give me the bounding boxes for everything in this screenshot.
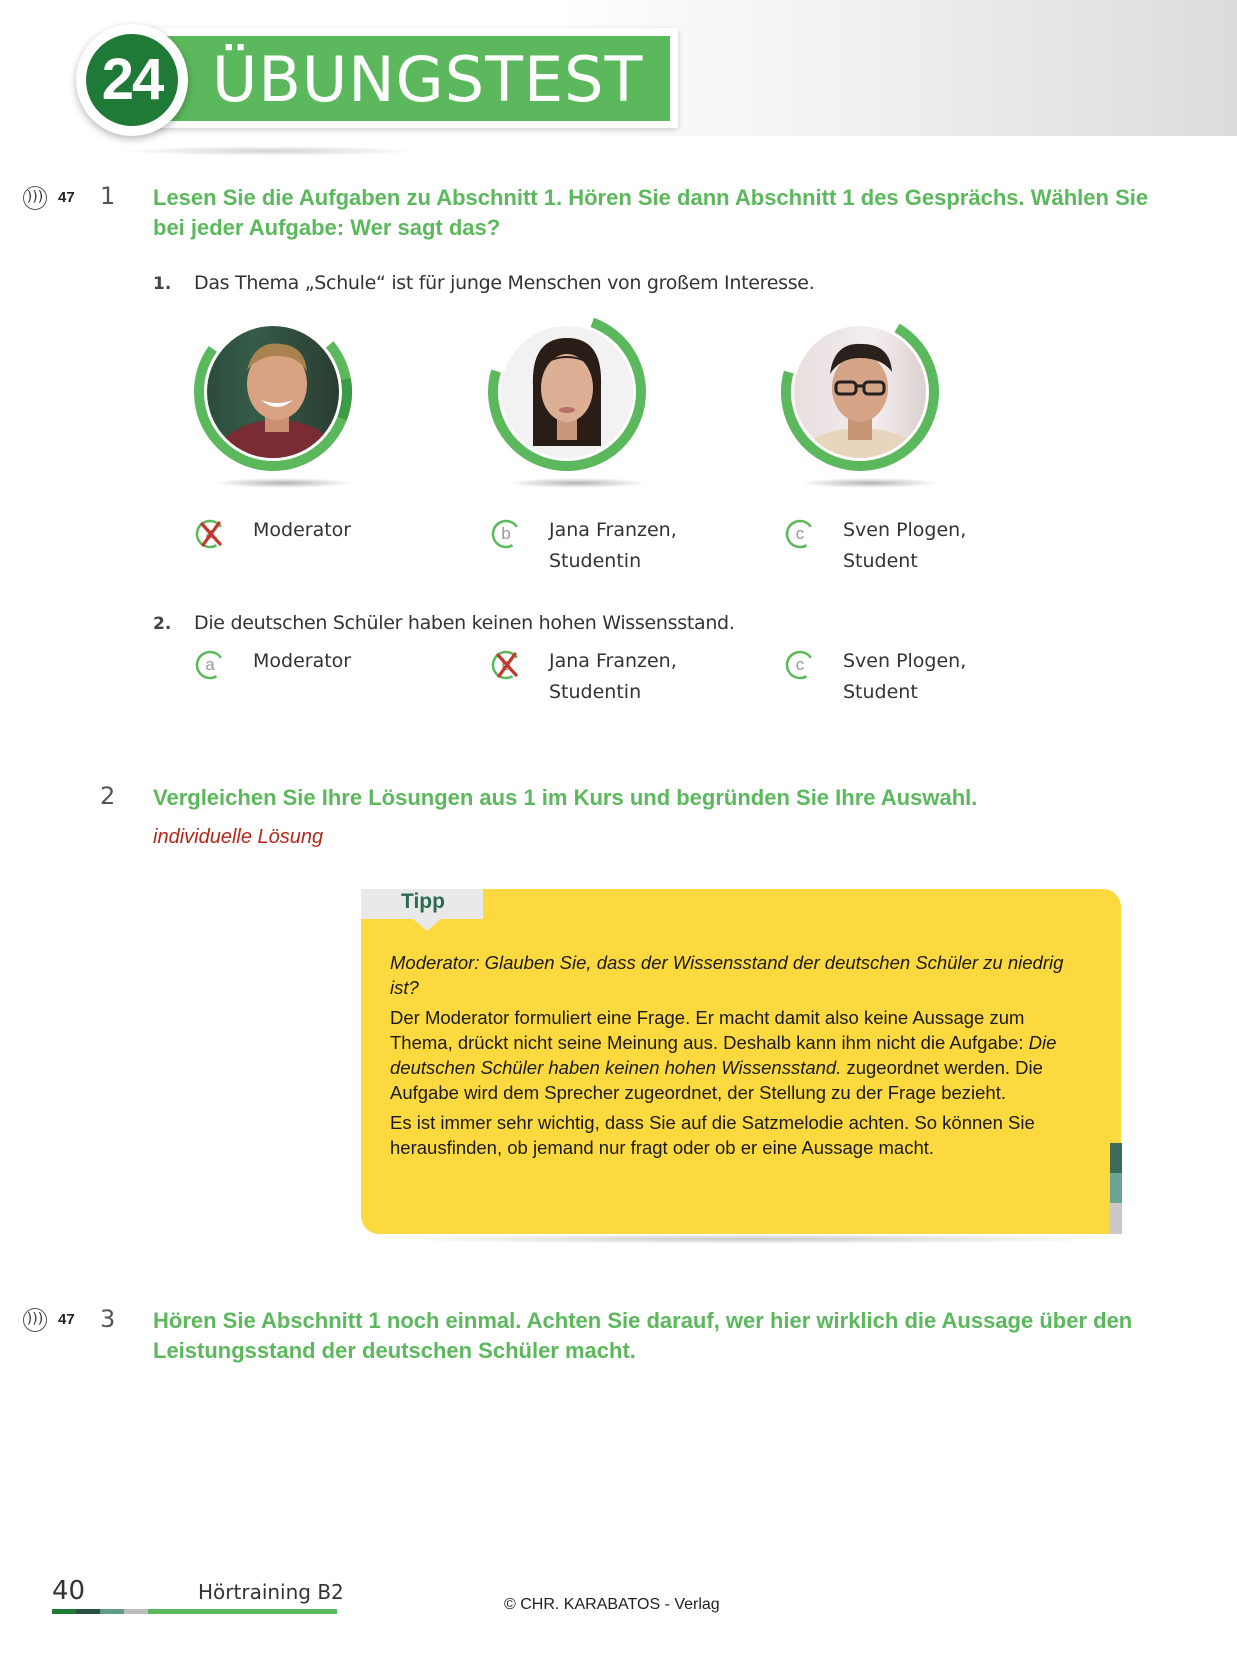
tip-text-italic: Die deutschen Schüler haben keinen hohen Wissensstand. — [390, 1032, 1057, 1078]
page-number: 40 — [52, 1576, 86, 1606]
option-letter: b — [501, 524, 511, 543]
photo-sven — [794, 326, 926, 458]
option-label: Moderator — [253, 519, 352, 541]
option-label: Sven Plogen, — [843, 650, 967, 672]
option-label: Studentin — [549, 550, 642, 572]
tip-shadow — [380, 1234, 1120, 1244]
page-title: ÜBUNGSTEST — [212, 43, 644, 116]
footer-stripe — [124, 1609, 148, 1614]
copyright: © CHR. KARABATOS - Verlag — [504, 1596, 720, 1613]
header-shadow — [120, 146, 420, 156]
photo-jana — [501, 326, 633, 458]
cross-mark-icon — [197, 520, 225, 548]
option-letter: c — [795, 524, 805, 543]
option-letter: a — [205, 655, 215, 674]
item-number: 1. — [153, 274, 172, 294]
exercise-instruction: bei jeder Aufgabe: Wer sagt das? — [153, 215, 501, 240]
option-letter: c — [795, 655, 805, 674]
exercise-instruction: Vergleichen Sie Ihre Lösungen aus 1 im Kurs und begründen Sie Ihre Auswahl. — [153, 785, 978, 810]
exercise-number: 1 — [100, 182, 116, 210]
footer-stripe — [148, 1609, 337, 1614]
item-statement: Das Thema „Schule“ ist für junge Menschen von großem Interesse. — [194, 272, 815, 294]
tip-paragraph: Es ist immer sehr wichtig, dass Sie auf die Satzmelodie achten. So können Sie herausfinden, ob jemand nur fragt oder ob er eine Aussage macht. — [390, 1112, 1035, 1158]
option-letter: a — [205, 524, 215, 543]
audio-track-number: 47 — [58, 189, 75, 206]
exercise-number: 3 — [100, 1305, 116, 1333]
tip-text: Der Moderator formuliert eine Frage. Er macht damit also keine Aussage zum Thema, drückt nicht seine Meinung aus. Deshalb kann ihm nicht die Aufgabe: — [390, 1007, 1029, 1053]
solution-text: individuelle Lösung — [153, 826, 324, 848]
option-label: Jana Franzen, — [549, 519, 677, 541]
audio-icon[interactable]: ))) — [23, 1308, 47, 1332]
speaker-photo-jana — [487, 312, 647, 492]
footer-stripe — [100, 1609, 124, 1614]
tip-text: zugeordnet werden. Die Aufgabe wird dem Sprecher zugeordnet, der Stellung zu der Frage bezieht. — [390, 1057, 1043, 1103]
option-label: Studentin — [549, 681, 642, 703]
item-number: 2. — [153, 614, 172, 634]
audio-track-number: 47 — [58, 1311, 75, 1328]
exercise-instruction: Lesen Sie die Aufgaben zu Abschnitt 1. Hören Sie dann Abschnitt 1 des Gesprächs. Wählen Sie — [153, 185, 1149, 210]
option-label: Jana Franzen, — [549, 650, 677, 672]
person-portrait — [207, 326, 339, 458]
option-label: Student — [843, 681, 918, 703]
audio-icon[interactable]: ))) — [23, 186, 47, 210]
book-title: Hörtraining B2 — [198, 1580, 344, 1604]
tip-side-stripes — [1110, 1143, 1122, 1234]
cross-mark-icon — [493, 651, 521, 679]
photo-shadow — [507, 478, 647, 488]
exercise-instruction: Hören Sie Abschnitt 1 noch einmal. Achten Sie darauf, wer hier wirklich die Aussage über den — [153, 1308, 1133, 1333]
option-b-checkbox[interactable] — [491, 650, 521, 680]
photo-shadow — [213, 478, 353, 488]
option-letter: b — [501, 655, 511, 674]
photo-moderator — [207, 326, 339, 458]
option-b-checkbox[interactable] — [491, 519, 521, 549]
speaker-photo-sven — [780, 312, 940, 492]
tip-label: Tipp — [401, 890, 445, 913]
item-statement: Die deutschen Schüler haben keinen hohen Wissensstand. — [194, 612, 735, 634]
option-label: Student — [843, 550, 918, 572]
tip-content — [390, 950, 1080, 1165]
footer-stripe — [52, 1609, 76, 1614]
speaker-photo-moderator — [193, 312, 353, 492]
option-a-checkbox[interactable] — [195, 650, 225, 680]
exercise-number: 2 — [100, 782, 116, 810]
option-c-checkbox[interactable] — [785, 650, 815, 680]
person-portrait — [794, 326, 926, 458]
exercise-instruction: Leistungsstand der deutschen Schüler macht. — [153, 1338, 636, 1363]
person-portrait — [501, 326, 633, 458]
footer-stripe — [76, 1609, 100, 1614]
tip-paragraph — [390, 1005, 1080, 1105]
photo-shadow — [800, 478, 940, 488]
option-c-checkbox[interactable] — [785, 519, 815, 549]
tip-tab-pointer — [413, 919, 441, 931]
option-a-checkbox[interactable] — [195, 519, 225, 549]
option-label: Moderator — [253, 650, 352, 672]
tip-quote: Moderator: Glauben Sie, dass der Wissensstand der deutschen Schüler zu niedrig ist? — [390, 952, 1064, 998]
unit-number-badge: 24 — [86, 34, 178, 126]
option-label: Sven Plogen, — [843, 519, 967, 541]
